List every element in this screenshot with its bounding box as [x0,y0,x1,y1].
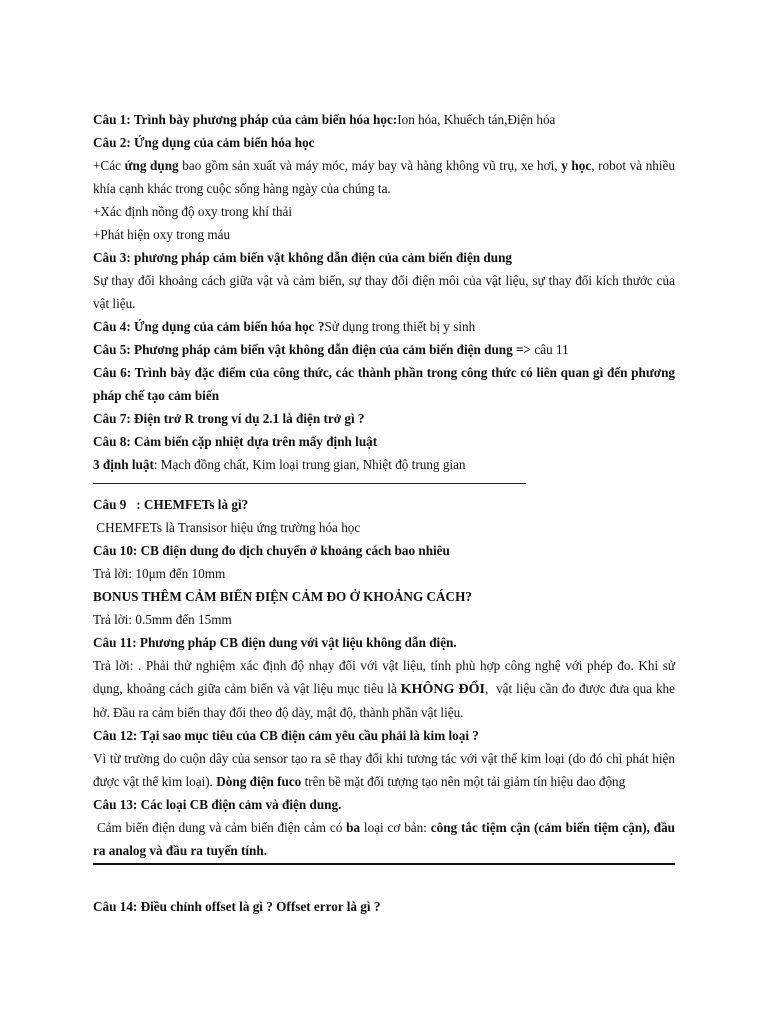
text-run: bao gồm sản xuất và máy móc, máy bay và hàng không vũ trụ, xe hơi, [178,158,562,173]
question-4 [93,315,675,338]
question-1-label: Câu 1: Trình bày phương pháp của cảm biến hóa học: [93,112,398,127]
document-body [93,108,679,918]
question-2 [93,131,675,154]
question-12 [93,724,675,747]
question-2-paragraph-1 [93,154,675,200]
bonus-answer: Trả lời: 0.5mm đến 15mm [93,612,232,627]
question-5 [93,338,675,361]
question-10-label: Câu 10: CB điện dung đo dịch chuyển ở khoảng cách bao nhiêu [93,543,450,558]
question-10 [93,539,675,562]
question-3 [93,246,675,269]
text-run: Cảm biến điện dung và cảm biến điện cảm có [93,820,347,835]
question-13-answer [93,816,675,862]
text-run: +Các [93,158,125,173]
bonus-question [93,585,675,608]
question-11 [93,631,675,654]
question-9-label: Câu 9 : CHEMFETs là gì? [93,497,249,512]
text-run-bold: công tắc tiệm cận (cảm biến tiệm cận), đầu ra analog và đầu ra tuyến tính. [93,820,675,858]
question-13-label: Câu 13: Các loại CB điện cảm và điện dung. [93,797,342,812]
question-6 [93,361,675,407]
question-7-label: Câu 7: Điện trở R trong ví dụ 2.1 là điện trở gì ? [93,411,365,426]
question-13 [93,793,675,816]
question-2-label: Câu 2: Ứng dụng của cảm biến hóa học [93,135,315,150]
question-12-label: Câu 12: Tại sao mục tiêu của CB điện cảm yêu cầu phải là kim loại ? [93,728,479,743]
question-5-label: Câu 5: Phương pháp cảm biến vật không dẫn điện của cảm biến điện dung => [93,342,532,357]
question-3-answer: Sự thay đổi khoảng cách giữa vật và cảm biến, sự thay đổi điện môi của vật liệu, sự thay đổi kích thước của vật liệu. [93,273,675,311]
text-run-bold: 3 định luật [93,457,154,472]
question-11-answer [93,654,679,724]
text-run: , vật liệu cần đo được đưa qua khe hở. Đầu ra cảm biến thay đổi theo độ dày, mật độ, thành phần vật liệu. [93,681,679,720]
text-run: : Mạch đồng chất, Kim loại trung gian, Nhiệt độ trung gian [153,457,466,472]
question-11-label: Câu 11: Phương pháp CB điện dung với vật liệu không dẫn điện. [93,635,457,650]
question-1 [93,108,675,131]
section-divider [93,483,526,484]
question-8 [93,430,675,453]
question-9 [93,493,675,516]
question-14-label: Câu 14: Điều chỉnh offset là gì ? Offset error là gì ? [93,899,381,914]
question-6-label: Câu 6: Trình bày đặc điểm của công thức, các thành phần trong công thức có liên quan gì đến phương pháp chế tạo cảm biến [93,365,675,403]
question-8-answer [93,453,675,476]
text-run: Trả lời: . Phải thử nghiệm xác định độ nhạy đối với vật liệu, tính phù hợp công nghệ với phép đo. Khi sử dụng, khoảng cách giữa cảm biến và vật liệu mục tiêu là [93,658,675,696]
question-5-answer: câu 11 [531,342,569,357]
question-3-label: Câu 3: phương pháp cảm biến vật không dẫn điện của cảm biến điện dung [93,250,513,265]
question-9-answer: CHEMFETs là Transisor hiệu ứng trường hóa học [93,520,361,535]
text-run: , robot và nhiều khía cạnh khác trong cuộc sống hàng ngày của chúng ta. [93,158,675,196]
text-run-bold: ứng dụng [124,158,179,173]
spacer [93,865,675,895]
question-10-answer: Trả lời: 10μm đến 10mm [93,566,226,581]
text-run-bold: Dòng điện fuco [216,774,302,789]
bonus-question-label: BONUS THÊM CẢM BIẾN ĐIỆN CẢM ĐO Ở KHOẢNG CÁCH? [93,589,472,604]
text-run-bold: ba [346,820,361,835]
question-4-answer: Sử dụng trong thiết bị y sinh [324,319,476,334]
text-run-bold: KHÔNG ĐỔI [400,682,485,697]
question-7 [93,407,675,430]
question-1-answer: Ion hóa, Khuếch tán,Điện hóa [397,112,556,127]
question-2-paragraph-3: +Phát hiện oxy trong máu [93,227,231,242]
question-14 [93,895,675,918]
question-4-label: Câu 4: Ứng dụng của cảm biến hóa học ? [93,319,325,334]
question-12-answer [93,747,675,793]
text-run-bold: y học [561,158,592,173]
text-run: Vì từ trường do cuộn dây của sensor tạo ra sẽ thay đổi khi tương tác với vật thể kim loại (do đó chỉ phát hiện được vật thể kim loại). [93,751,675,789]
text-run: loại cơ bản: [360,820,431,835]
question-8-label: Câu 8: Cảm biến cặp nhiệt dựa trên mấy định luật [93,434,378,449]
text-run: trên bề mặt đối tượng tạo nên một tải giảm tín hiệu dao động [301,774,626,789]
question-2-paragraph-2: +Xác định nồng độ oxy trong khí thải [93,204,292,219]
